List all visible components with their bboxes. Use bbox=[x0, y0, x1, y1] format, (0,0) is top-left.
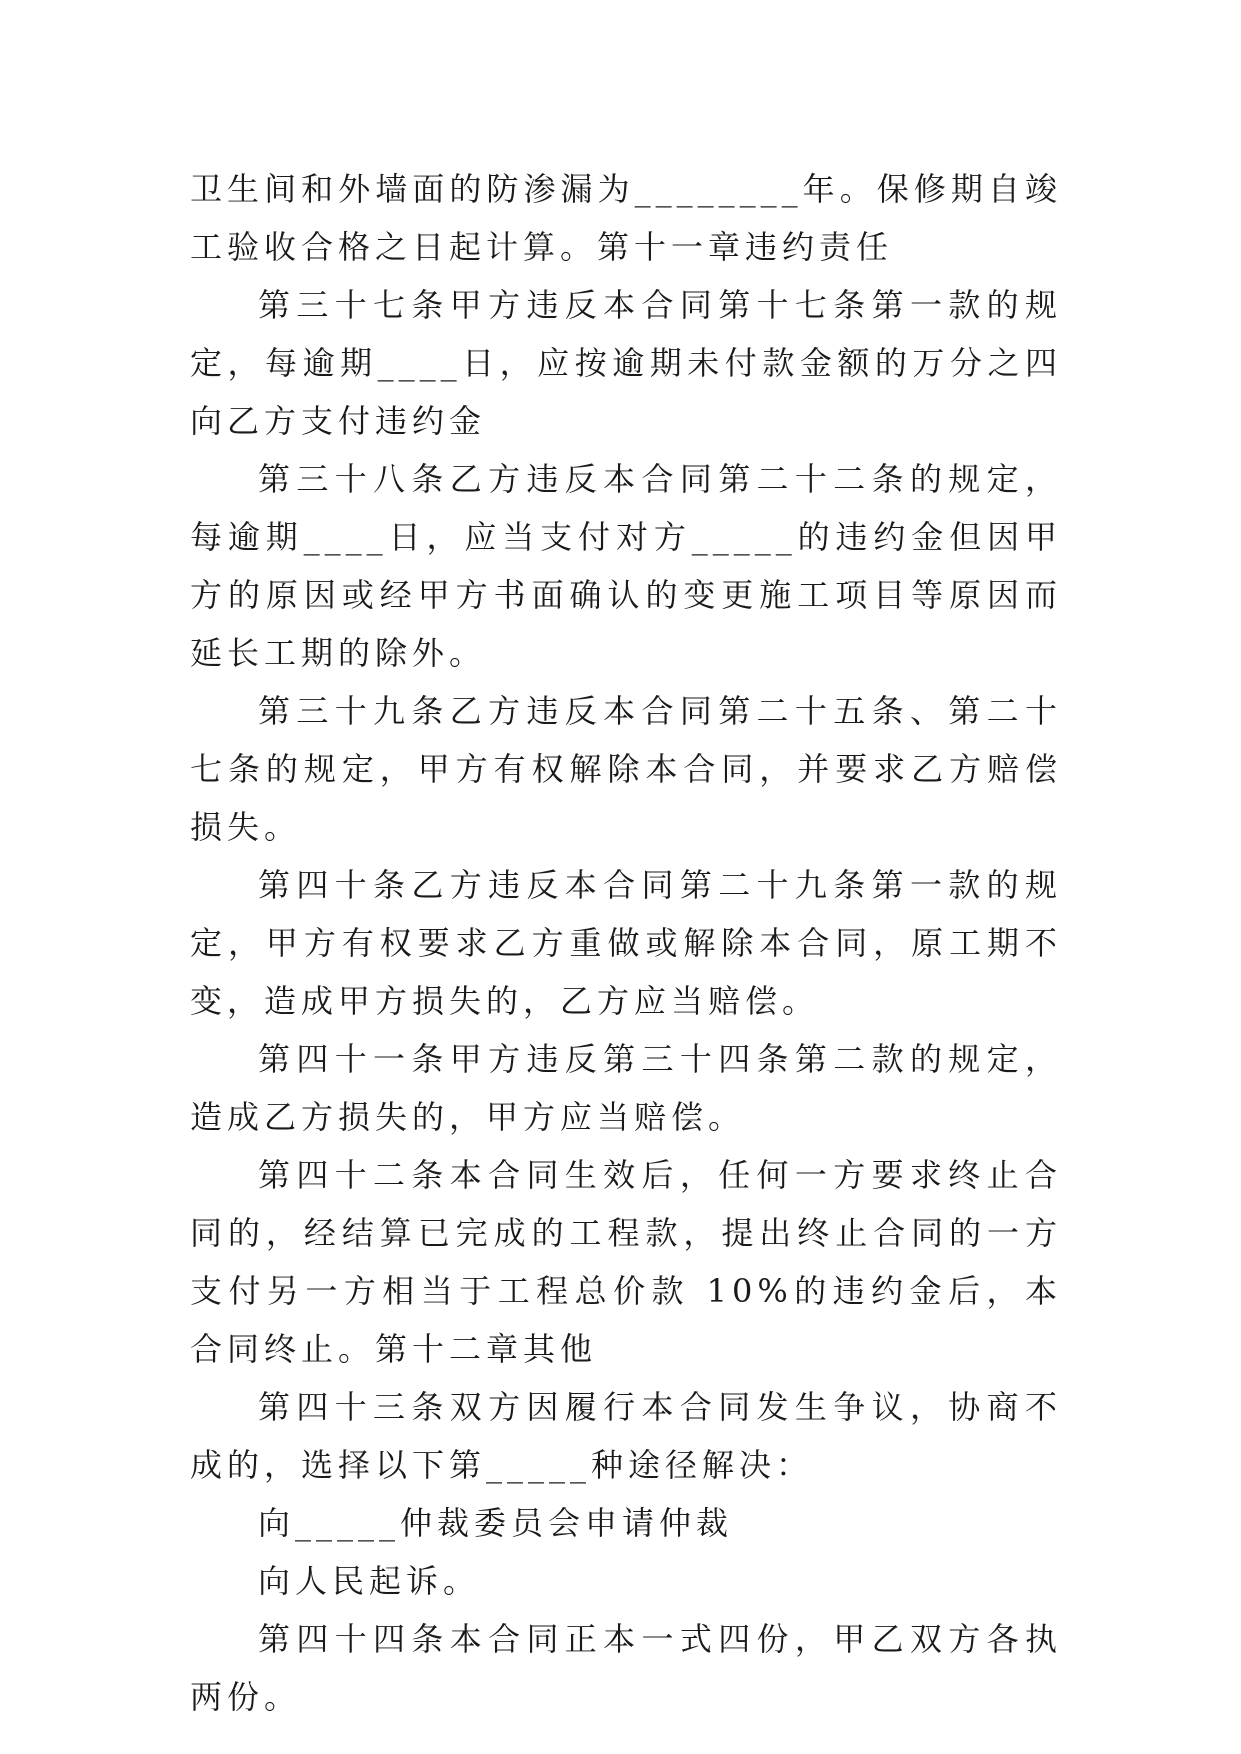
paragraph-article-39: 第三十九条乙方违反本合同第二十五条、第二十七条的规定，甲方有权解除本合同，并要求乙方赔偿损失。 bbox=[190, 692, 1062, 846]
paragraph-article-42: 第四十二条本合同生效后，任何一方要求终止合同的，经结算已完成的工程款，提出终止合同的一方支付另一方相当于工程总价款 10%的违约金后，本合同终止。第十二章其他 bbox=[190, 1156, 1062, 1368]
paragraph-article-37: 第三十七条甲方违反本合同第十七条第一款的规定，每逾期____日，应按逾期未付款金额的万分之四向乙方支付违约金 bbox=[190, 286, 1062, 440]
paragraph-article-40: 第四十条乙方违反本合同第二十九条第一款的规定，甲方有权要求乙方重做或解除本合同，原工期不变，造成甲方损失的，乙方应当赔偿。 bbox=[190, 866, 1062, 1020]
paragraph-option-arbitration: 向_____仲裁委员会申请仲裁 bbox=[258, 1504, 734, 1542]
paragraph-article-41: 第四十一条甲方违反第三十四条第二款的规定，造成乙方损失的，甲方应当赔偿。 bbox=[190, 1040, 1062, 1136]
paragraph-warranty-period: 卫生间和外墙面的防渗漏为________年。保修期自竣工验收合格之日起计算。第十一章违约责任 bbox=[190, 170, 1062, 266]
paragraph-article-43: 第四十三条双方因履行本合同发生争议，协商不成的，选择以下第_____种途径解决： bbox=[190, 1388, 1062, 1484]
paragraph-article-44: 第四十四条本合同正本一式四份，甲乙双方各执两份。 bbox=[190, 1620, 1062, 1716]
paragraph-article-38: 第三十八条乙方违反本合同第二十二条的规定，每逾期____日，应当支付对方_____的违约金但因甲方的原因或经甲方书面确认的变更施工项目等原因而延长工期的除外。 bbox=[190, 460, 1062, 672]
document-body bbox=[190, 160, 1062, 1726]
paragraph-option-lawsuit: 向人民起诉。 bbox=[258, 1562, 481, 1600]
